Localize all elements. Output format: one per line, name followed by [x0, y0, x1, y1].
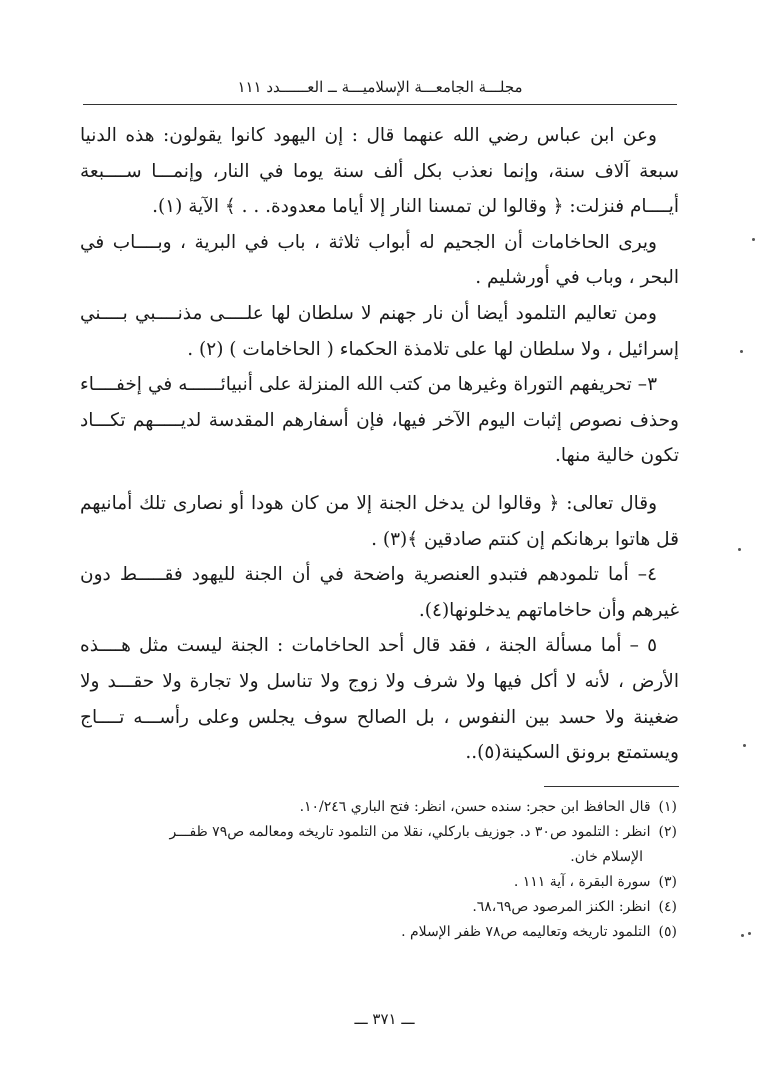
paragraph: ٣– تحريفهم التوراة وغيرها من كتب الله المنزلة على أنبيائــــــه في إخفــــاء وحذف نصوص إثبات اليوم الآخر فيها، فإن أسفارهم المقدسة لديـــــهم تكـــاد تكون خالية منها. — [80, 374, 679, 467]
scan-speck — [743, 744, 746, 747]
scan-speck — [752, 238, 755, 241]
paragraph: ومن تعاليم التلمود أيضا أن نار جهنم لا سلطان لها علــــى مذنــــبي بــــني إسرائيل ، ولا سلطان لها على تلامذة الحكماء ( الحاخامات ) (٢) . — [80, 302, 679, 360]
footnote-text: انظر: الكنز المرصود ص٦٨،٦٩. — [472, 899, 651, 915]
footnote-item — [80, 920, 677, 945]
paragraph: ٥ – أما مسألة الجنة ، فقد قال أحد الحاخامات : الجنة ليست مثل هــــذه الأرض ، لأنه لا أكل فيها ولا شرف ولا زوج ولا تناسل ولا تجارة ولا حقـــد ولا ضغينة ولا حسد بين النفوس ، بل الصالح سوف يجلس وعلى رأســـه تــــاج ويستمتع برونق السكينة(٥).. — [80, 635, 679, 764]
scan-speck — [738, 548, 741, 551]
footnote-item — [80, 870, 677, 895]
footnote-item — [80, 845, 677, 870]
paragraph: ويرى الحاخامات أن الجحيم له أبواب ثلاثة ، باب في البرية ، وبــــاب في البحر ، وباب في أورشليم . — [80, 231, 679, 289]
header-divider — [83, 104, 677, 105]
footnote-divider — [544, 786, 679, 787]
footnote-text: سورة البقرة ، آية ١١١ . — [513, 874, 651, 890]
footnote-number: (٢) — [658, 824, 677, 840]
footnote-text: قال الحافظ ابن حجر: سنده حسن، انظر: فتح الباري ١٠/٢٤٦. — [299, 799, 651, 815]
scan-speck — [741, 934, 744, 937]
main-text — [80, 118, 679, 771]
footnote-text: انظر : التلمود ص٣٠ د. جوزيف باركلي، نقلا من التلمود تاريخه ومعالمه ص٧٩ ظفـــر — [169, 824, 651, 840]
footnote-item — [80, 895, 677, 920]
footnote-number: (٥) — [658, 924, 677, 940]
scan-speck — [748, 932, 751, 935]
footnote-text: التلمود تاريخه وتعاليمه ص٧٨ ظفر الإسلام . — [401, 924, 651, 940]
paragraph: ٤– أما تلمودهم فتبدو العنصرية واضحة في أن الجنة لليهود فقـــــط دون غيرهم وأن حاخاماتهم يدخلونها(٤). — [80, 564, 679, 621]
footnote-number: (١) — [658, 799, 677, 815]
paragraph: وقال تعالى: ﴿ وقالوا لن يدخل الجنة إلا من كان هودا أو نصارى تلك أمانيهم قل هاتوا برهانكم إن كنتم صادقين ﴾(٣) . — [80, 492, 679, 550]
footnote-text: الإسلام خان. — [570, 849, 643, 865]
footnote-number: (٤) — [658, 899, 677, 915]
footnote-number: (٣) — [658, 874, 677, 890]
footnote-item — [80, 795, 677, 820]
scan-speck — [740, 350, 743, 353]
footnote-item — [80, 820, 677, 845]
footnotes — [80, 795, 677, 945]
page-number: ـــ ٣٧١ ـــ — [354, 1010, 415, 1028]
paragraph: وعن ابن عباس رضي الله عنهما قال : إن اليهود كانوا يقولون: هذه الدنيا سبعة آلاف سنة، وإنما نعذب بكل ألف سنة يوما في النار، وإنمـــا ســــبعة أيــــام فنزلت: ﴿ وقالوا لن تمسنا النار إلا أياما معدودة. . . ﴾ الآية (١). — [80, 125, 679, 218]
running-header: مجلـــة الجامعـــة الإسلاميـــة ــ العــــــدد ١١١ — [237, 78, 523, 96]
